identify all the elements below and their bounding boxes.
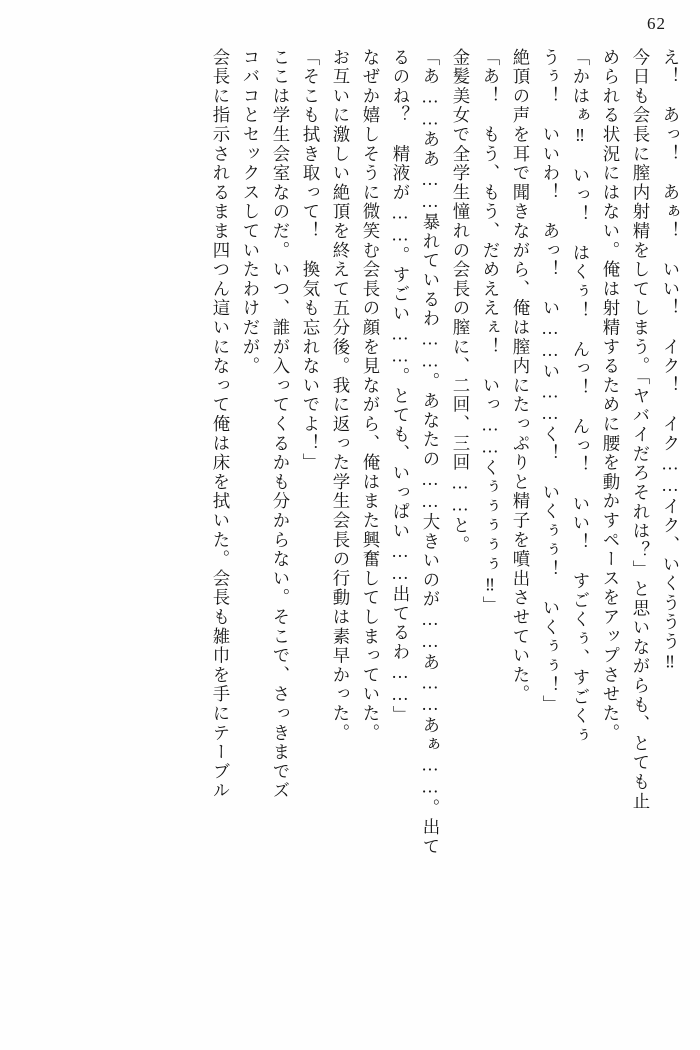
text-line: え！ あっ！ あぁ！ いい！ イク！ イク……イク、いくううう‼ [660,48,680,674]
text-line: 「あ！ もう、もう、だめええぇ！ いっ……くぅぅぅぅぅ‼」 [480,48,500,616]
text-line: 「そこも拭き取って！ 換気も忘れないでよ！」 [300,48,320,473]
text-line: 金髪美女で全学生憧れの会長の膣に、二回、三回……と。 [450,48,470,555]
text-line: 今日も会長に膣内射精をしてしまう。「ヤバイだろそれは？」と思いながらも、とても止 [630,48,650,812]
text-line: 会長に指示されるまま四つん這いになって俺は床を拭いた。会長も雑巾を手にテーブル [210,48,230,801]
text-line: ここは学生会室なのだ。いつ、誰が入ってくるかも分からない。そこで、さっきまでズ [270,48,290,801]
text-line: 「あ……ああ……暴れているわ……。あなたの……大きいのが……あ……あぁ……。出て [420,48,440,857]
text-line: お互いに激しい絶頂を終えて五分後。我に返った学生会長の行動は素早かった。 [330,48,350,743]
text-line: なぜか嬉しそうに微笑む会長の顔を見ながら、俺はまた興奮してしまっていた。 [360,48,380,743]
page-number: 62 [647,14,666,33]
text-line: 「かはぁ‼ いっ！ はくぅ！ んっ！ んっ！ いい！ すごくぅ、すごくぅ [570,48,590,746]
text-line: 絶頂の声を耳で聞きながら、俺は膣内にたっぷりと精子を噴出させていた。 [510,48,530,705]
vertical-body-text [22,48,678,1040]
text-line: められる状況にはない。俺は射精するために腰を動かすペースをアップさせた。 [600,48,620,743]
text-line: うぅ！ いいわ！ あっ！ い……い……く！ いくぅぅ！ いくぅぅ！」 [540,48,560,715]
text-line: コバコとセックスしていたわけだが。 [240,48,260,377]
text-line: るのね？ 精液が……。すごい……。とても、いっぱい……出てるわ……」 [390,48,410,725]
